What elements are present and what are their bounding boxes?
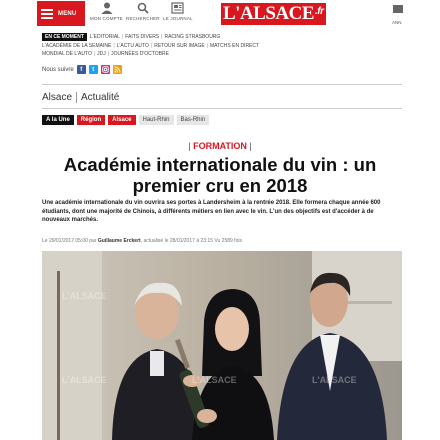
journal-label: LE JOURNAL [163, 16, 193, 21]
nav-item[interactable]: L'EDITORIAL [89, 34, 120, 40]
article-byline [42, 238, 242, 244]
divider [42, 108, 402, 109]
breadcrumb-separator [76, 92, 77, 103]
social-follow [42, 65, 122, 74]
account-label: MON COMPTE [90, 16, 123, 21]
site-logo[interactable]: L'ALSACE .fr [223, 3, 324, 24]
facebook-icon[interactable]: f [77, 65, 86, 74]
instagram-icon[interactable] [101, 65, 110, 74]
account-button[interactable] [90, 2, 123, 21]
photo-watermark: L'ALSACE [62, 291, 107, 301]
tag-bas-rhin[interactable]: Bas-Rhin [177, 115, 210, 125]
menu-button[interactable] [37, 1, 85, 26]
photo-watermark: L'ALSACE [312, 375, 357, 385]
user-icon [101, 2, 113, 14]
byline-meta: , actualisé le 28/01/2017 à 23:15 Vu 2589 fois [140, 238, 242, 244]
search-icon [137, 2, 149, 14]
breadcrumb [42, 92, 119, 103]
annonces-label: ANN [392, 20, 402, 25]
journal-button[interactable] [163, 2, 193, 21]
newspaper-icon [171, 2, 184, 14]
tag-haut-rhin[interactable]: Haut-Rhin [139, 115, 174, 125]
article-lead: Une académie internationale du vin ouvrira ses portes à Landersheim à la rentrée 2018. Elle formera chaque année 600 étudiants, dont une majorité de Chinois, à différents métiers en lien avec le vin. L'un des objectifs est d'accéder à de nouveaux marchés. [42, 200, 381, 223]
nav-item[interactable]: L'ACTU AUTO [116, 42, 149, 49]
nav-item[interactable]: FAITS DIVERS [125, 34, 160, 40]
nav-item[interactable]: L'ACADÉMIE DE LA SEMAINE [42, 42, 112, 49]
nav-item[interactable]: JDJ [97, 51, 106, 57]
divider [42, 84, 402, 85]
follow-label: Nous suivre [42, 66, 74, 73]
article-title: Académie internationale du vin : un premier cru en 2018 [63, 154, 377, 196]
tag-region[interactable]: Région [77, 115, 105, 125]
annonces-button[interactable] [392, 2, 404, 25]
article-photo[interactable] [42, 251, 402, 440]
rss-icon[interactable] [113, 65, 122, 74]
breadcrumb-item[interactable]: Alsace [42, 92, 73, 103]
twitter-icon[interactable]: t [89, 65, 98, 74]
nav-item[interactable]: MONDIAL DE L'AUTO [42, 51, 92, 57]
photo-watermark: L'ALSACE [192, 375, 237, 385]
live-badge: EN CE MOMENT [42, 33, 87, 41]
nav-item[interactable]: RETOUR SUR IMAGE [154, 42, 205, 49]
tag-alsace[interactable]: Alsace [108, 115, 135, 125]
section-name[interactable]: FORMATION [193, 141, 247, 151]
nav-item[interactable]: MATCHS EN DIRECT [209, 42, 260, 49]
search-label: RECHERCHER [126, 16, 160, 21]
nav-item[interactable]: JOURNÉES D'OCTOBRE [111, 51, 169, 57]
hamburger-icon [41, 9, 53, 19]
wine-tasting-photo [42, 251, 402, 440]
top-bar [0, 0, 440, 30]
byline-date: Le 29/01/2017 05:00 par [42, 238, 97, 244]
author-link[interactable]: Guillaume Erckert [97, 238, 141, 244]
search-button[interactable] [126, 2, 160, 21]
photo-watermark: L'ALSACE [62, 375, 107, 385]
tag-list [42, 115, 209, 125]
breadcrumb-item[interactable]: Actualité [81, 92, 120, 103]
nav-item[interactable]: RACING STRASBOURG [164, 34, 221, 40]
cart-icon [392, 3, 404, 15]
section-label: | FORMATION | [188, 141, 252, 151]
menu-label: MENU [58, 10, 77, 17]
trending-nav: EN CE MOMENT L'EDITORIAL | FAITS DIVERS | RACING STRASBOURG L'ACADÉMIE DE LA SEMAINE | L'ACTU AUTO | RETOUR SUR IMAGE | MATCHS EN DIRECT MONDIAL DE L'AUTO | JDJ | JOURNÉES D'OCTOBRE [42, 34, 260, 57]
tag-a-la-une[interactable]: A la Une [42, 115, 74, 125]
